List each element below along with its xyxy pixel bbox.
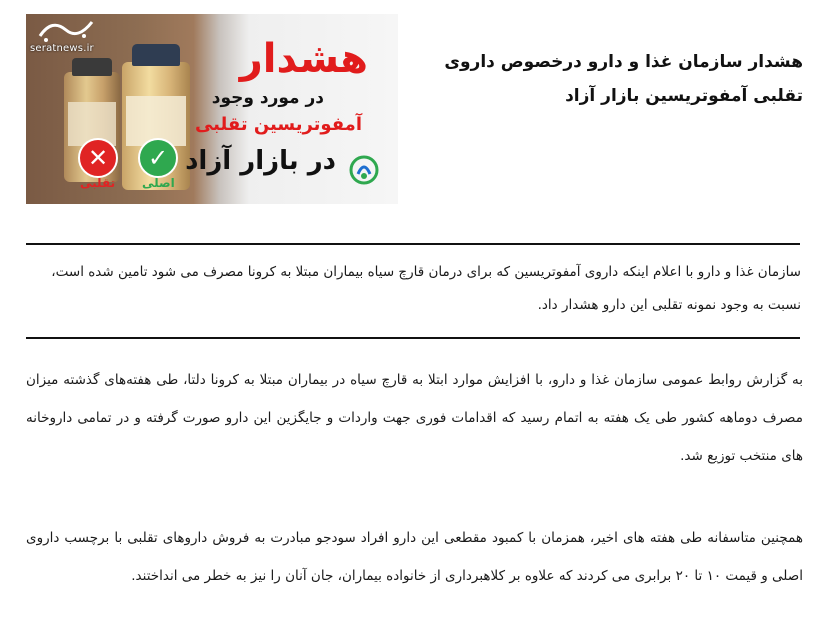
banner-warning-word: هشدار <box>239 36 368 82</box>
fake-label: تقلبی <box>80 176 116 190</box>
real-check-icon: ✓ <box>138 138 178 178</box>
fda-logo-icon <box>348 154 380 186</box>
real-label: اصلی <box>142 176 175 190</box>
banner-market-text: در بازار آزاد <box>185 146 336 176</box>
watermark-site: seratnews.ir <box>30 43 94 54</box>
lead-bottom-divider <box>26 337 800 339</box>
article-paragraph: همچنین متاسفانه طی هفته های اخیر، همزمان با کمبود مقطعی این دارو افراد سودجو مبادرت به فروش داروهای تقلبی با برچسب داروی اصلی و قیمت ۱۰ تا ۲۰ برابری می کردند که علاوه بر کلاهبرداری از خانواده بیماران، جان آنان را نیز به خطر می انداختند. <box>26 530 803 584</box>
article-title: هشدار سازمان غذا و دارو درخصوص داروی تقلبی آمفوتریسین بازار آزاد <box>444 52 803 106</box>
banner-about-text: در مورد وجود <box>211 88 324 108</box>
banner-drug-text: آمفوتریسین تقلبی <box>194 114 362 135</box>
article-paragraph: به گزارش روابط عمومی سازمان غذا و دارو، با افزایش موارد ابتلا به قارچ سیاه در بیماران مبتلا به کرونا دلتا، طی هفته‌های گذشته میزان مصرف دوماهه کشور طی یک هفته به اتمام رسید که اقدامات فوری جهت واردات و جایگزین این دارو صورت گرفته و در تمامی داروخانه های منتخب توزیع شد. <box>26 372 803 464</box>
lead-top-divider <box>26 243 800 245</box>
article-banner-image <box>26 14 398 204</box>
fake-x-icon: ✕ <box>78 138 118 178</box>
article-lead: سازمان غذا و دارو با اعلام اینکه داروی آمفوتریسین که برای درمان قارچ سیاه بیماران مبتلا به کرونا مصرف می شود تامین شده است، نسبت به وجود نمونه تقلبی این دارو هشدار داد. <box>51 264 801 313</box>
